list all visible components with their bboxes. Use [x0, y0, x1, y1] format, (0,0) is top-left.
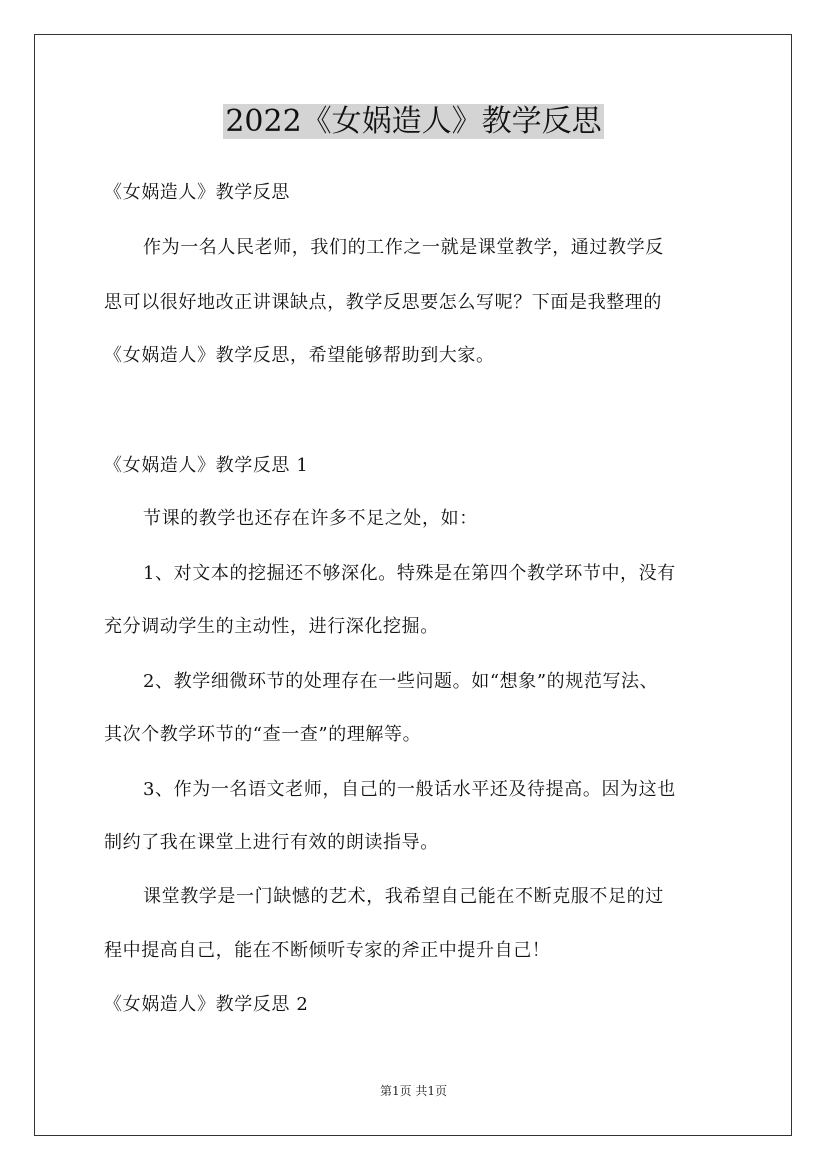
section-heading-1: 《女娲造人》教学反思 1 [104, 455, 309, 476]
paragraph-line: 1、对文本的挖掘还不够深化。特殊是在第四个教学环节中，没有 [143, 563, 676, 584]
paragraph-line: 节课的教学也还存在许多不足之处，如： [143, 508, 478, 529]
paragraph-line: 充分调动学生的主动性，进行深化挖掘。 [104, 616, 439, 637]
paragraph-line: 《女娲造人》教学反思，希望能够帮助到大家。 [104, 345, 495, 366]
paragraph-line: 其次个教学环节的“查一查”的理解等。 [104, 724, 422, 745]
document-title [0, 100, 827, 144]
paragraph-line: 程中提高自己，能在不断倾听专家的斧正中提升自己！ [104, 940, 551, 961]
paragraph-line: 作为一名人民老师，我们的工作之一就是课堂教学，通过教学反 [143, 237, 664, 258]
section-heading-2: 《女娲造人》教学反思 2 [104, 994, 309, 1015]
page-footer: 第1页 共1页 [379, 1084, 448, 1098]
document-title-text: 2022《女娲造人》教学反思 [225, 104, 602, 139]
paragraph-line: 3、作为一名语文老师，自己的一般话水平还及待提高。因为这也 [143, 779, 676, 800]
paragraph-line: 思可以很好地改正讲课缺点，教学反思要怎么写呢？下面是我整理的 [104, 292, 662, 313]
intro-heading: 《女娲造人》教学反思 [104, 182, 290, 203]
paragraph-line: 2、教学细微环节的处理存在一些问题。如“想象”的规范写法、 [143, 671, 659, 692]
paragraph-line: 课堂教学是一门缺憾的艺术，我希望自己能在不断克服不足的过 [143, 886, 664, 907]
paragraph-line: 制约了我在课堂上进行有效的朗读指导。 [104, 832, 439, 853]
